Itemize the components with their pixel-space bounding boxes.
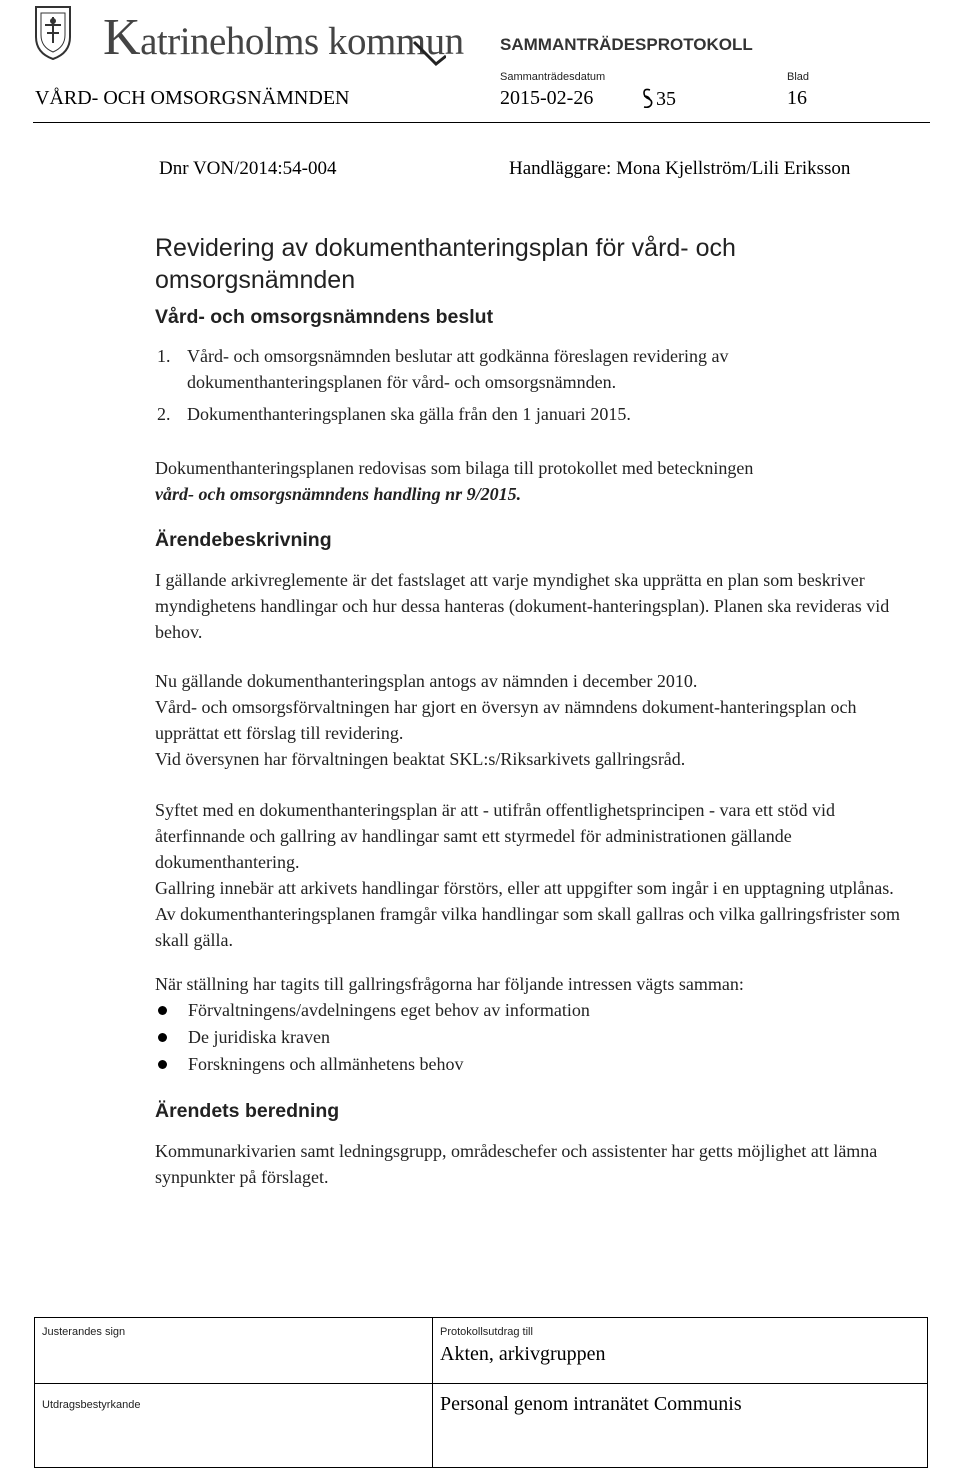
bullet-icon bbox=[158, 1033, 167, 1042]
extract-label: Protokollsutdrag till bbox=[440, 1326, 533, 1338]
board-name: VÅRD- OCH OMSORGSNÄMNDEN bbox=[35, 87, 350, 109]
description-paragraph bbox=[155, 668, 915, 772]
decision-item bbox=[155, 401, 915, 427]
decision-list bbox=[155, 343, 915, 427]
description-line: Syftet med en dokumenthanteringsplan är att - utifrån offentlighetsprincipen - vara ett stöd vid återfinnande och gallring av handlingar samt ett styrmedel för administrationen gällande dokumenthantering. bbox=[155, 800, 835, 872]
description-paragraph: I gällande arkivreglemente är det fastslaget att varje myndighet ska upprätta en plan som beskriver myndighetens handlingar och hur dessa hanteras (dokument-hanteringsplan). Planen ska revideras vid behov. bbox=[155, 570, 890, 642]
preparation-paragraph: Kommunarkivarien samt ledningsgrupp, områdeschefer och assistenter har getts möjlighet att lämna synpunkter på förslaget. bbox=[155, 1141, 878, 1187]
description-paragraph: När ställning har tagits till gallringsfrågorna har följande intressen vägts samman: bbox=[155, 974, 744, 994]
page-number: 16 bbox=[787, 87, 807, 109]
description-line: Vård- och omsorgsförvaltningen har gjort en översyn av nämndens dokument-hanteringsplan och upprättat ett förslag till revidering. bbox=[155, 697, 857, 743]
attachment-reference: vård- och omsorgsnämndens handling nr 9/2015. bbox=[155, 484, 522, 504]
signature-box-divider bbox=[34, 1383, 928, 1384]
attachment-text: Dokumenthanteringsplanen redovisas som bilaga till protokollet med beteckningen bbox=[155, 458, 754, 478]
decision-text: Dokumenthanteringsplanen ska gälla från den 1 januari 2015. bbox=[187, 404, 631, 424]
case-handler: Handläggare: Mona Kjellström/Lili Eriksson bbox=[509, 158, 851, 179]
signature-label: Justerandes sign bbox=[42, 1326, 126, 1338]
page-label: Blad bbox=[787, 71, 810, 83]
logo-swoosh-icon bbox=[412, 34, 446, 68]
decision-item bbox=[155, 343, 915, 395]
municipality-crest-icon bbox=[33, 3, 73, 61]
document-type: SAMMANTRÄDESPROTOKOLL bbox=[500, 35, 753, 54]
header-divider bbox=[33, 122, 930, 123]
interest-text: Forskningens och allmänhetens behov bbox=[188, 1054, 464, 1074]
meeting-date: 2015-02-26 bbox=[500, 87, 594, 109]
section-sign-icon bbox=[640, 86, 654, 114]
case-number: Dnr VON/2014:54-004 bbox=[159, 158, 337, 179]
interest-list bbox=[155, 997, 915, 1077]
decision-number: 2. bbox=[157, 404, 171, 424]
municipality-name-rest: atrineholms kommun bbox=[140, 20, 464, 63]
municipality-name bbox=[103, 9, 464, 66]
meeting-date-label: Sammanträdesdatum bbox=[500, 71, 606, 83]
preparation-heading: Ärendets beredning bbox=[155, 1100, 340, 1122]
description-heading: Ärendebeskrivning bbox=[155, 529, 332, 551]
certification-label: Utdragsbestyrkande bbox=[42, 1399, 141, 1411]
list-item bbox=[155, 997, 915, 1023]
decision-heading: Vård- och omsorgsnämndens beslut bbox=[155, 306, 494, 328]
attachment-paragraph bbox=[155, 455, 915, 507]
interest-text: De juridiska kraven bbox=[188, 1027, 330, 1047]
decision-number: 1. bbox=[157, 346, 171, 366]
description-line: Nu gällande dokumenthanteringsplan antogs av nämnden i december 2010. bbox=[155, 671, 698, 691]
signature-box-divider bbox=[432, 1317, 433, 1468]
extract-value: Akten, arkivgruppen bbox=[440, 1343, 606, 1365]
municipality-initial: K bbox=[103, 9, 141, 66]
section-number: 35 bbox=[656, 88, 676, 110]
list-item bbox=[155, 1051, 915, 1077]
certification-value: Personal genom intranätet Communis bbox=[440, 1393, 742, 1415]
description-line: Gallring innebär att arkivets handlingar förstörs, eller att uppgifter som ingår i en upptagning utplånas. Av dokumenthanteringsplanen framgår vilka handlingar som skall gallras och vilka gallringsfrister som skall gälla. bbox=[155, 878, 900, 950]
bullet-icon bbox=[158, 1060, 167, 1069]
page-title: Revidering av dokumenthanteringsplan för vård- och omsorgsnämnden bbox=[155, 234, 736, 294]
bullet-icon bbox=[158, 1006, 167, 1015]
list-item bbox=[155, 1024, 915, 1050]
description-line: Vid översynen har förvaltningen beaktat SKL:s/Riksarkivets gallringsråd. bbox=[155, 749, 686, 769]
interest-text: Förvaltningens/avdelningens eget behov av information bbox=[188, 1000, 590, 1020]
decision-text: Vård- och omsorgsnämnden beslutar att godkänna föreslagen revidering av dokumenthanteringsplanen för vård- och omsorgsnämnden. bbox=[187, 346, 729, 392]
description-paragraph bbox=[155, 797, 915, 953]
